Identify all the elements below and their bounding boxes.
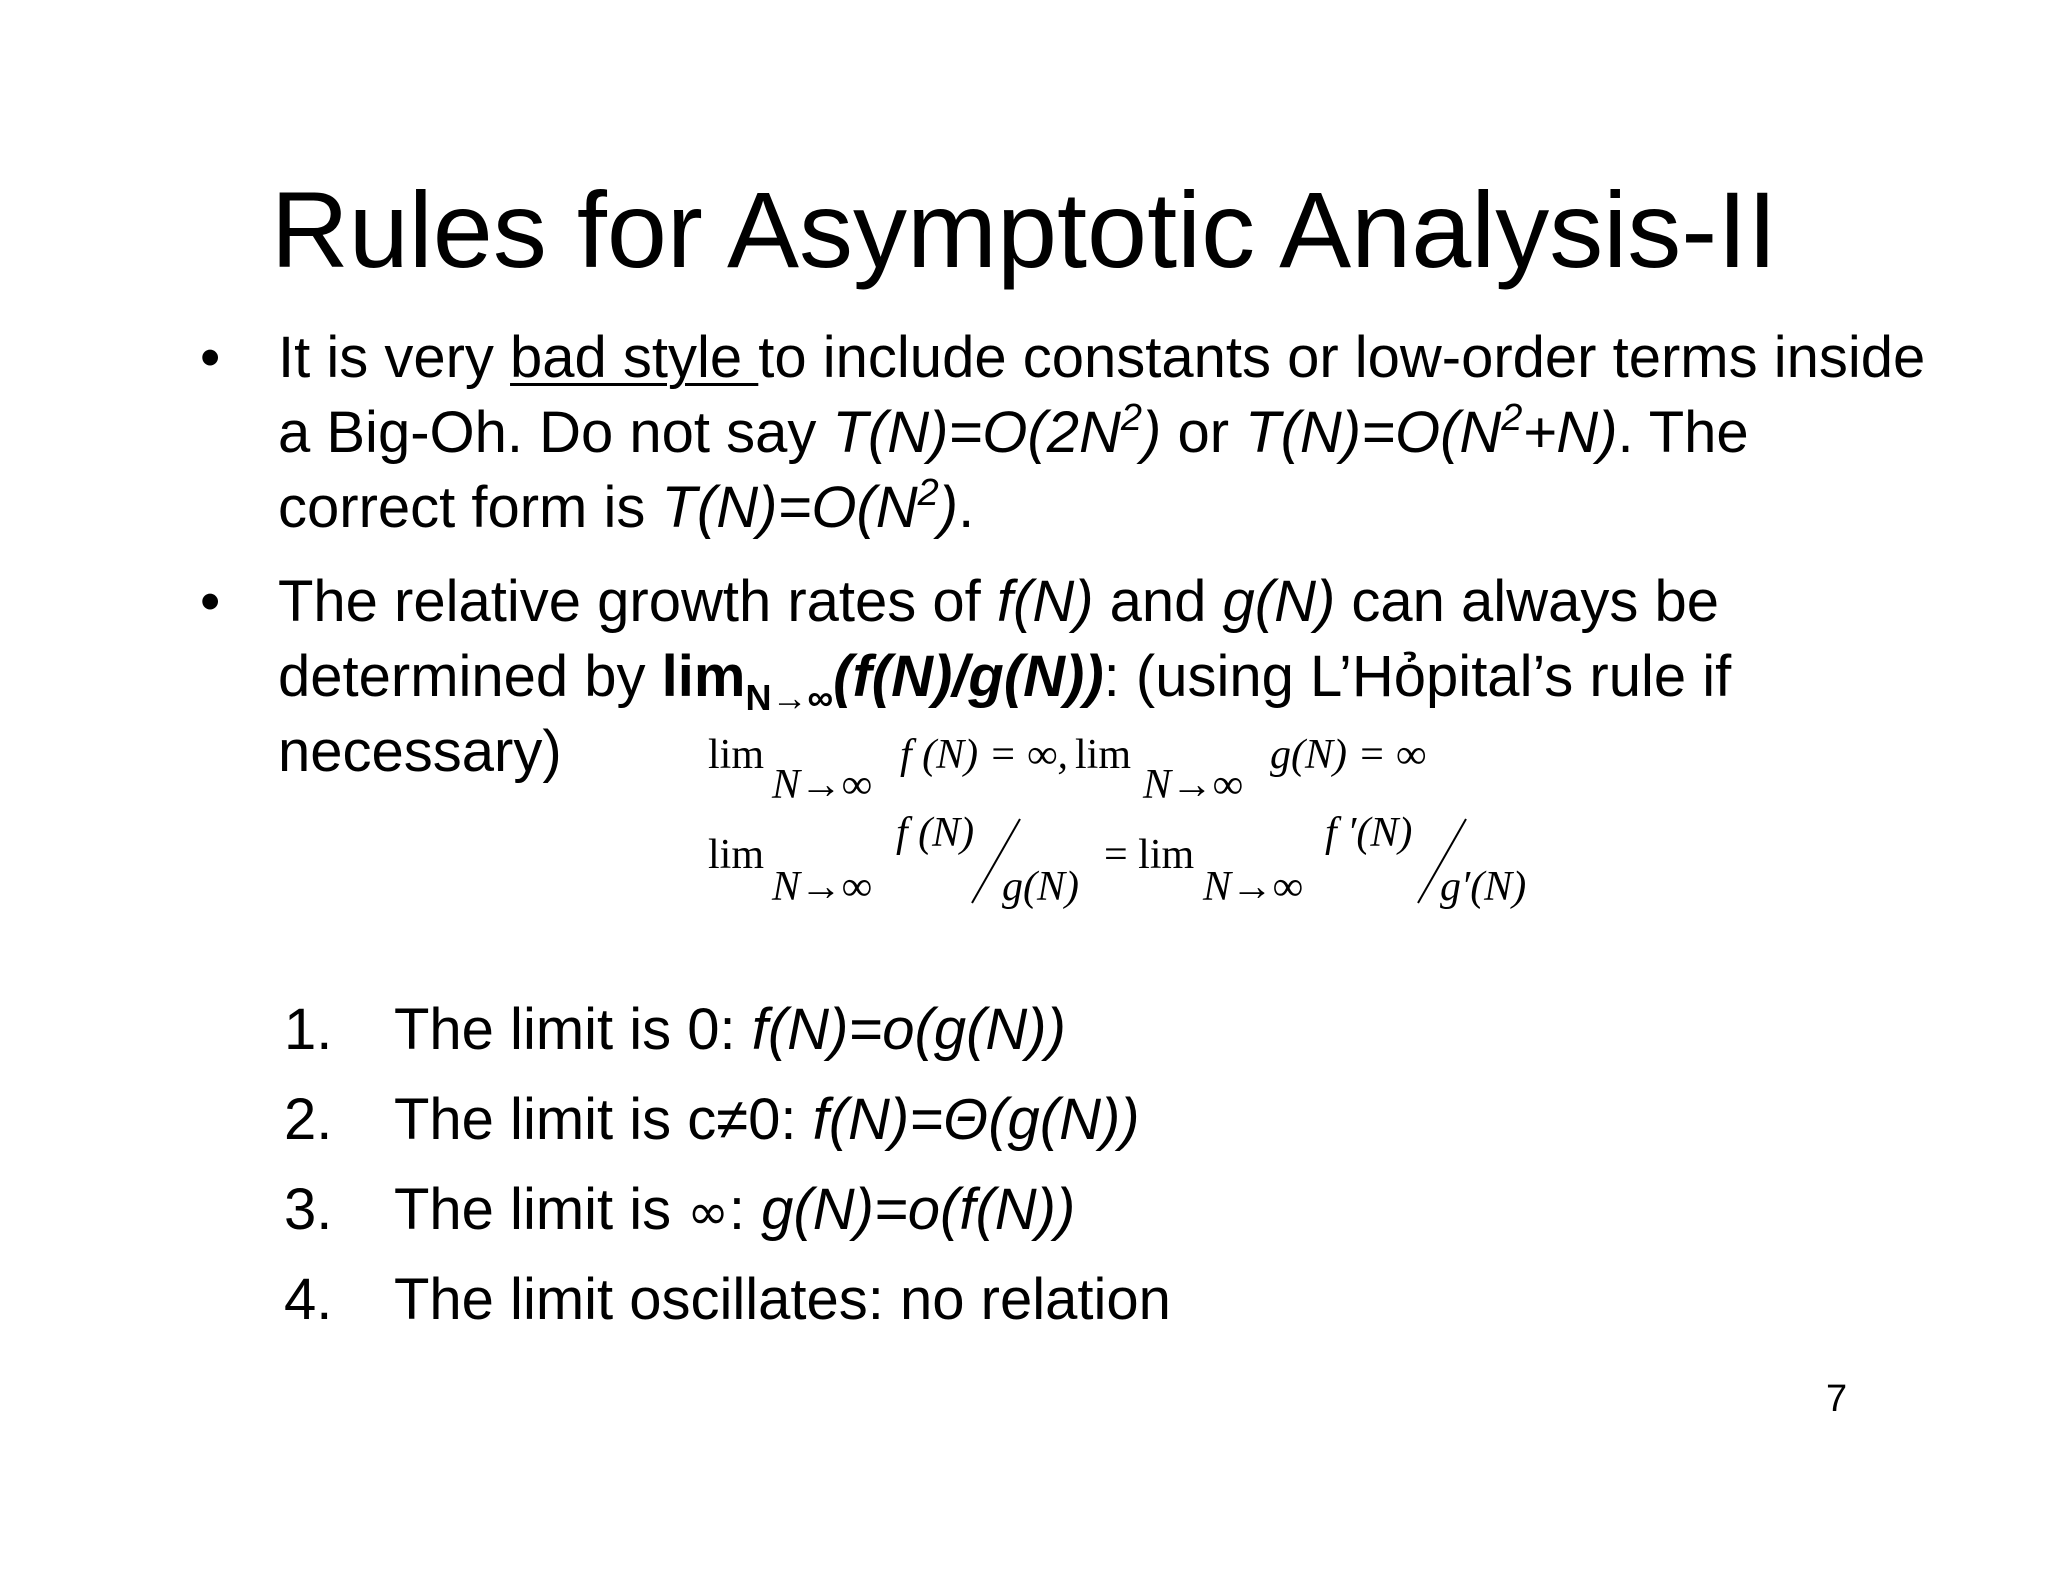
formula-denominator-g-prime: g′(N) [1440, 864, 1527, 910]
formula-equals-lim: = lim [1104, 832, 1195, 878]
text: . [958, 475, 975, 540]
text: to include constants or low-order terms inside a Big-Oh. Do not say [278, 325, 1926, 465]
list-marker: 1. [284, 997, 333, 1062]
list-text: The limit is 0: f(N)=o(g(N)) [394, 997, 1066, 1062]
formula-lim-subscript: N→∞ [1203, 864, 1303, 910]
expression-3: $T(N)=O(N^2)$ [661, 472, 959, 540]
formula-numerator-f-prime: f ′(N) [1325, 810, 1413, 856]
formula-lim: lim [1075, 732, 1132, 778]
list-marker: 3. [284, 1177, 333, 1242]
formula-numerator-f: f (N) [896, 810, 975, 856]
list-text: The limit is ∞: g(N)=o(f(N)) [394, 1177, 1076, 1242]
limit-expression: $\lim_{N\to\infty}(f(N)/g(N))$ [661, 644, 1104, 718]
bullet-text [278, 320, 1928, 545]
infinity-symbol: ∞ [687, 1183, 729, 1241]
list-marker: 2. [284, 1087, 333, 1152]
underlined-phrase: bad style [510, 325, 759, 390]
formula-lim-subscript: N→∞ [1143, 762, 1243, 808]
list-text: The limit is c≠0: f(N)=Θ(g(N)) [394, 1087, 1140, 1152]
page-number: 7 [1826, 1378, 1848, 1420]
list-text: The limit oscillates: no relation [394, 1267, 1171, 1332]
list-marker: 4. [284, 1267, 333, 1332]
expression-2: $T(N)=O(N^2+N)$ [1245, 397, 1618, 465]
slide-title: Rules for Asymptotic Analysis-II [270, 169, 1778, 290]
text: It is very [278, 325, 511, 390]
expression-1: $T(N)=O(2N^2)$ [832, 397, 1162, 465]
bullet-marker: • [200, 325, 221, 390]
formula-g-infinity: g(N) = ∞ [1270, 732, 1427, 778]
text: . The correct form is [278, 400, 1749, 540]
text: and [1093, 569, 1223, 634]
text: can always be determined by [278, 569, 1719, 709]
formula-denominator-g: g(N) [1002, 864, 1079, 910]
text: The relative growth rates of [278, 569, 997, 634]
bullet-marker: • [200, 569, 221, 634]
formula-lim-subscript: N→∞ [772, 762, 872, 808]
text: or [1161, 400, 1246, 465]
text: : (using L’Hỏpital’s rule if necessary) [278, 644, 1732, 784]
formula-lim: lim [708, 832, 765, 878]
gn-expression: g(N) [1222, 569, 1336, 634]
formula-f-infinity: f (N) = ∞, [900, 732, 1068, 778]
formula-lim-subscript: N→∞ [772, 864, 872, 910]
formula-lim: lim [708, 732, 765, 778]
fn-expression: f(N) [996, 569, 1094, 634]
